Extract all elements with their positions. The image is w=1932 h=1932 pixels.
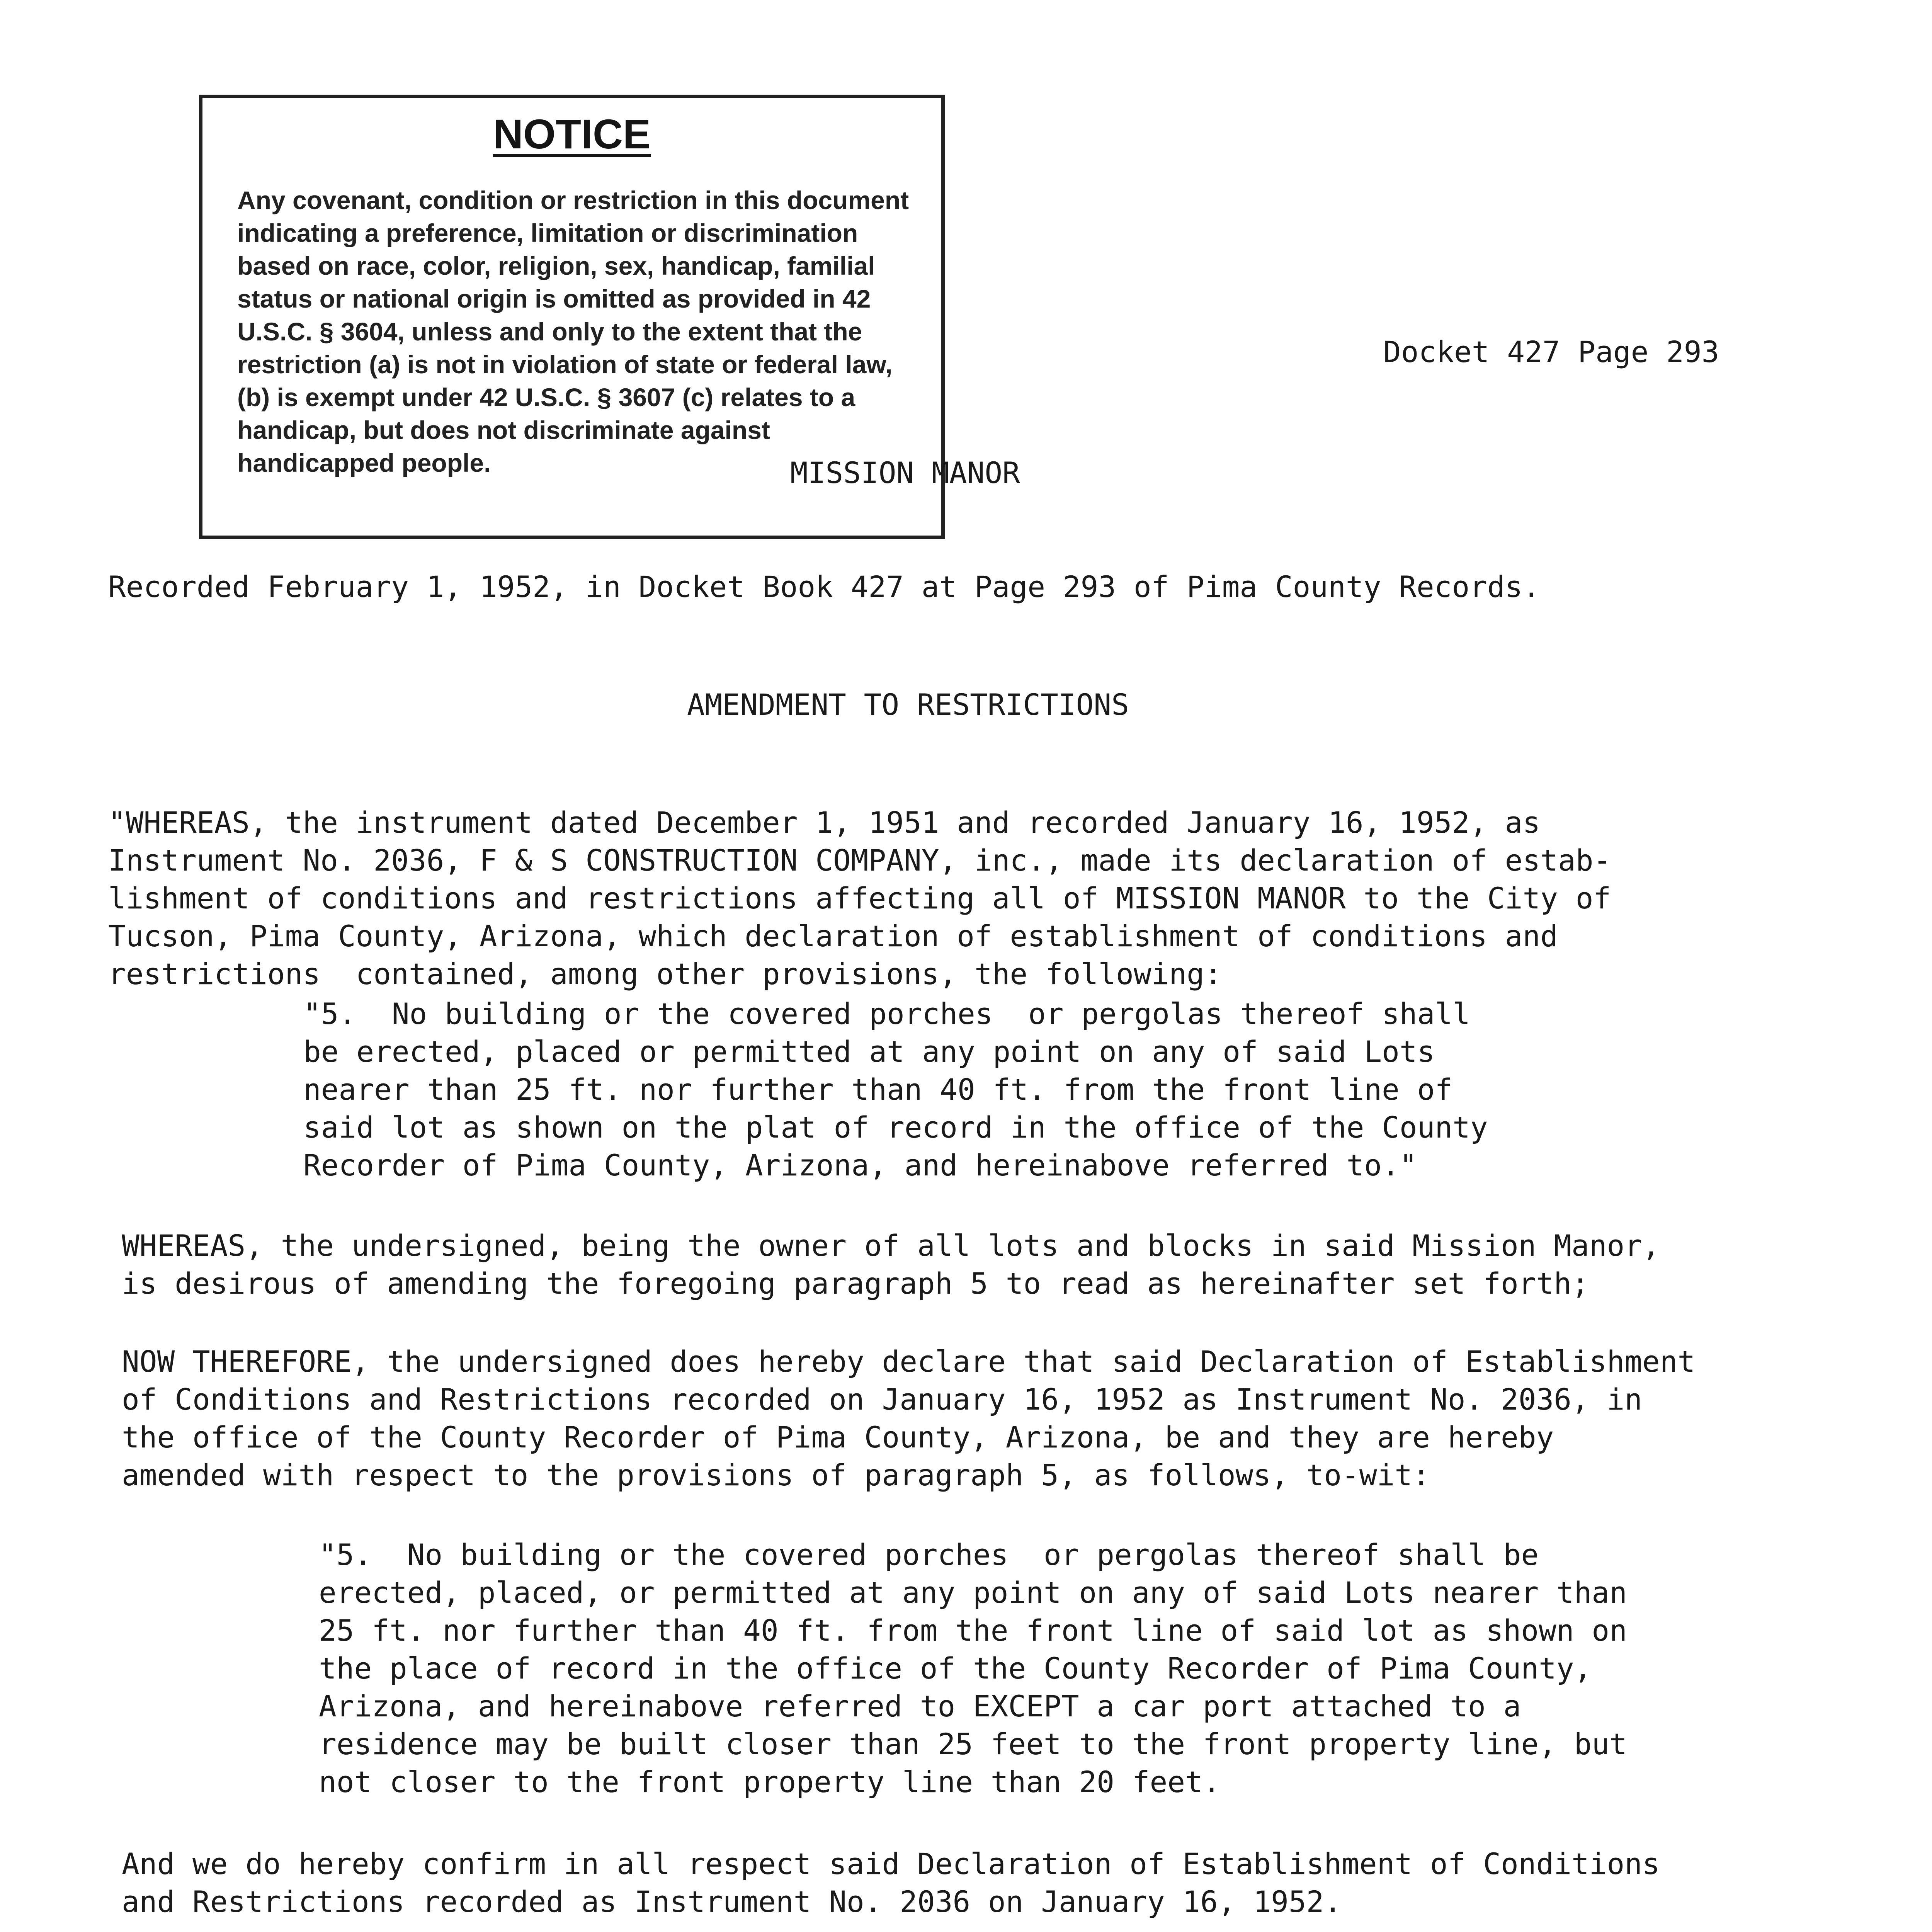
now-therefore-paragraph: NOW THEREFORE, the undersigned does hereby declare that said Declaration of Establishment of Conditions and Restrictions recorded on January 16, 1952 as Instrument No. 2036, in the office of the County Recorder of Pima County, Arizona, be and they are hereby amended with respect to the provisions of paragraph 5, as follows, to-wit: (122, 1344, 1696, 1492)
whereas-paragraph-2: WHEREAS, the undersigned, being the owner of all lots and blocks in said Mission Manor, is desirous of amending the foregoing paragraph 5 to read as hereinafter set forth; (122, 1228, 1660, 1301)
amended-clause-quote: "5. No building or the covered porches or pergolas thereof shall be erected, placed, or permitted at any point on any of said Lots nearer than 25 ft. nor further than 40 ft. from the front line of said lot as shown on the place of record in the office of the County Recorder of Pima County, Arizona, and hereinabove referred to EXCEPT a car port attached to a residence may be built closer than 25 feet to the front property line, but not closer to the front property line than 20 feet. (319, 1537, 1627, 1799)
whereas-paragraph-1: "WHEREAS, the instrument dated December 1, 1951 and recorded January 16, 1952, as Instrument No. 2036, F & S CONSTRUCTION COMPANY, inc., made its declaration of estab- lishment of conditions and restrictions affecting all of MISSION MANOR to the City of Tucson, Pima County, Arizona, which declaration of establishment of conditions and restrictions contained, among other provisions, the following: (108, 805, 1611, 991)
notice-body: Any covenant, condition or restriction in this document indicating a preference, limitation or discrimination based on race, color, religion, sex, handicap, familial status or national origin is omitted as provided in 42 U.S.C. § 3604, unless and only to the extent that the restriction (a) is not in violation of state or federal law, (b) is exempt under 42 U.S.C. § 3607 (c) relates to a handicap, but does not discriminate against handicapped people. (237, 186, 909, 477)
confirmation-paragraph: And we do hereby confirm in all respect said Declaration of Establishment of Conditions and Restrictions recorded as Instrument No. 2036 on January 16, 1952. (122, 1847, 1660, 1919)
docket-reference: Docket 427 Page 293 (1383, 335, 1719, 369)
original-clause-quote: "5. No building or the covered porches or pergolas thereof shall be erected, placed or permitted at any point on any of said Lots nearer than 25 ft. nor further than 40 ft. from the front line of said lot as shown on the plat of record in the office of the County Recorder of Pima County, Arizona, and hereinabove referred to." (303, 997, 1488, 1182)
notice-title: NOTICE (493, 111, 651, 157)
document-title: AMENDMENT TO RESTRICTIONS (687, 687, 1129, 722)
subdivision-name: MISSION MANOR (790, 456, 1020, 490)
recorded-line: Recorded February 1, 1952, in Docket Book 427 at Page 293 of Pima County Records. (108, 570, 1541, 604)
